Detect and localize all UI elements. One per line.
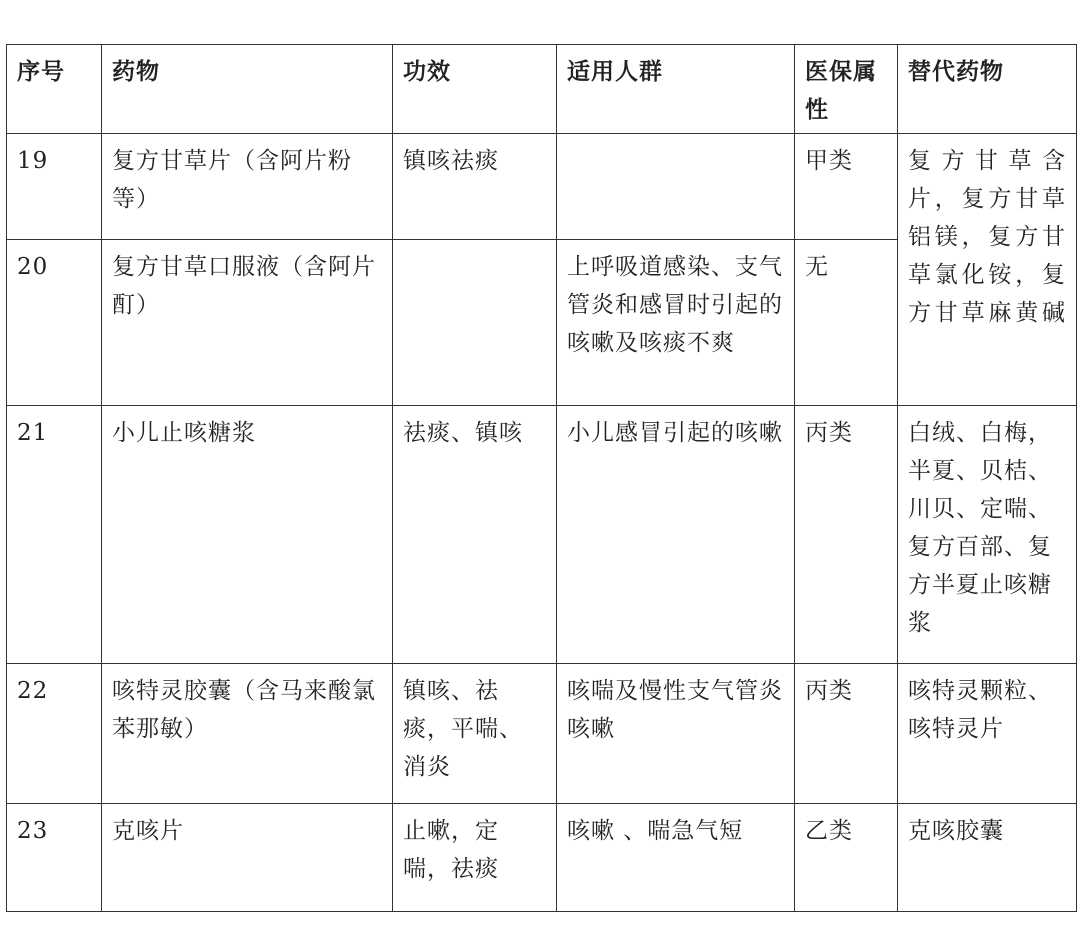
table-row	[7, 134, 1077, 240]
cell-insurance: 丙类	[795, 664, 898, 804]
cell-effect: 祛痰、镇咳	[393, 406, 557, 664]
cell-population: 咳喘及慢性支气管炎咳嗽	[557, 664, 795, 804]
cell-effect: 止嗽，定喘，祛痰	[393, 804, 557, 912]
cell-drug: 克咳片	[102, 804, 393, 912]
table-header-row	[7, 45, 1077, 134]
cell-alternative: 克咳胶囊	[898, 804, 1077, 912]
cell-no: 19	[7, 134, 102, 240]
table-row	[7, 406, 1077, 664]
header-effect: 功效	[393, 45, 557, 134]
cell-insurance: 无	[795, 240, 898, 406]
cell-insurance: 乙类	[795, 804, 898, 912]
cell-insurance: 丙类	[795, 406, 898, 664]
cell-drug: 复方甘草口服液（含阿片酊）	[102, 240, 393, 406]
cell-insurance: 甲类	[795, 134, 898, 240]
cell-effect	[393, 240, 557, 406]
cell-effect: 镇咳、祛痰，平喘、消炎	[393, 664, 557, 804]
cell-effect: 镇咳祛痰	[393, 134, 557, 240]
header-insurance: 医保属性	[795, 45, 898, 134]
cell-alternative: 咳特灵颗粒、咳特灵片	[898, 664, 1077, 804]
cell-population	[557, 134, 795, 240]
cell-drug: 复方甘草片（含阿片粉等）	[102, 134, 393, 240]
table-row	[7, 664, 1077, 804]
cell-drug: 小儿止咳糖浆	[102, 406, 393, 664]
table-row	[7, 804, 1077, 912]
cell-alternative-merged: 复方甘草含片，复方甘草铝镁，复方甘草氯化铵，复方甘草麻黄碱	[898, 134, 1077, 406]
header-no: 序号	[7, 45, 102, 134]
drug-table	[6, 44, 1077, 912]
cell-no: 20	[7, 240, 102, 406]
header-alternative: 替代药物	[898, 45, 1077, 134]
cell-drug: 咳特灵胶囊（含马来酸氯苯那敏）	[102, 664, 393, 804]
cell-population: 小儿感冒引起的咳嗽	[557, 406, 795, 664]
cell-no: 22	[7, 664, 102, 804]
header-population: 适用人群	[557, 45, 795, 134]
cell-population: 上呼吸道感染、支气管炎和感冒时引起的咳嗽及咳痰不爽	[557, 240, 795, 406]
cell-no: 23	[7, 804, 102, 912]
header-drug: 药物	[102, 45, 393, 134]
cell-population: 咳嗽 、喘急气短	[557, 804, 795, 912]
cell-no: 21	[7, 406, 102, 664]
cell-alternative: 白绒、白梅，半夏、贝桔、川贝、定喘、复方百部、复方半夏止咳糖浆	[898, 406, 1077, 664]
